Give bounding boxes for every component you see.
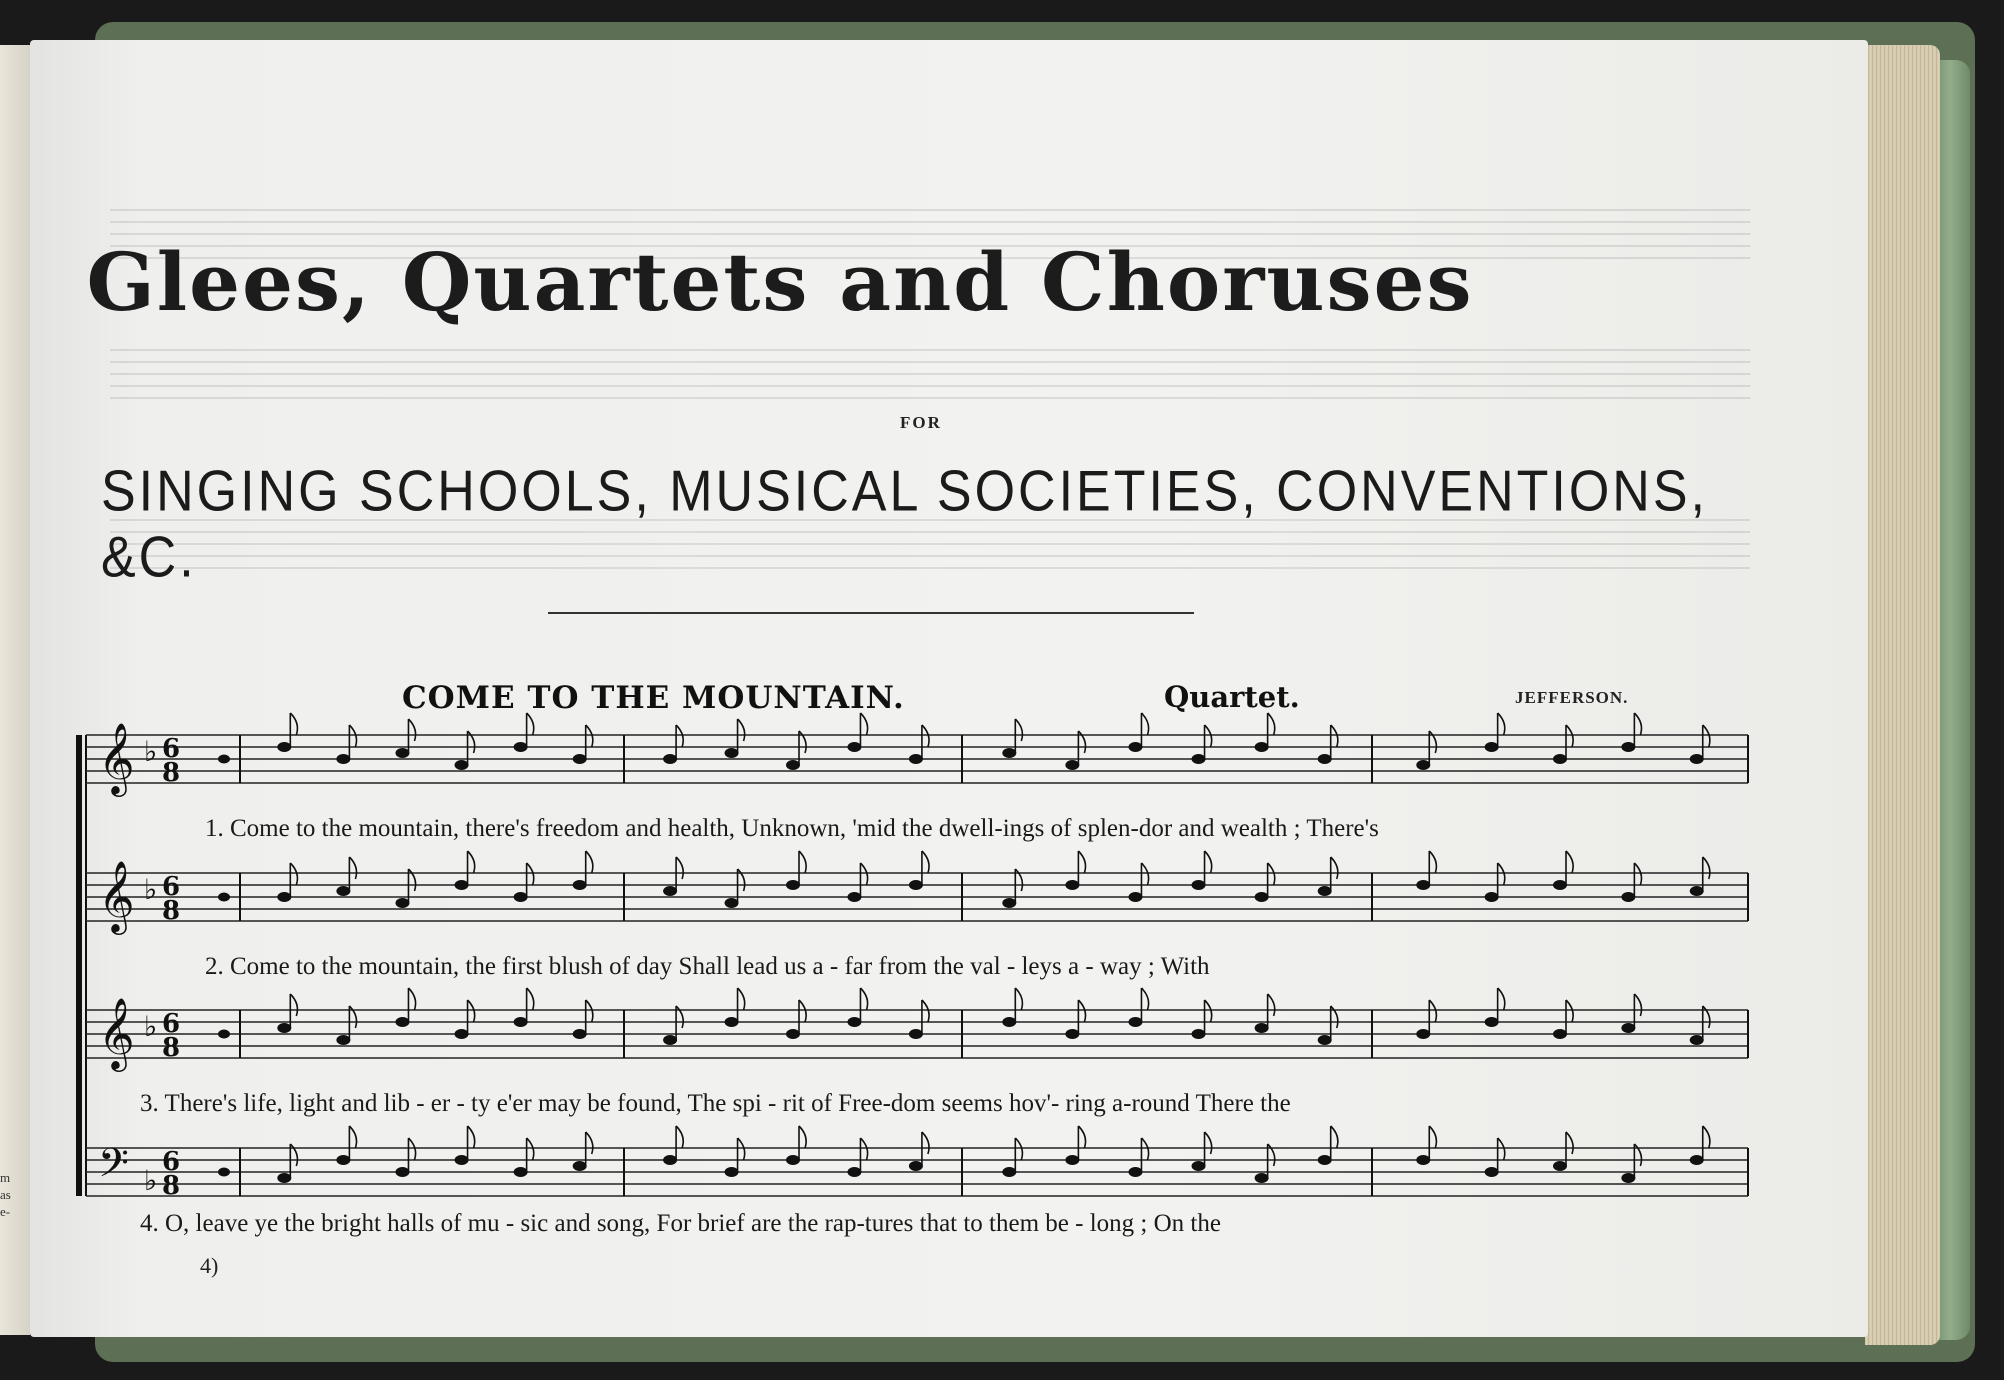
note-head (277, 892, 291, 902)
song-type: Quartet. (1164, 680, 1300, 714)
time-signature-bottom: 8 (162, 1171, 181, 1201)
note-head (1065, 1029, 1079, 1039)
note-head (395, 1017, 409, 1027)
verse-line-4: 4. O, leave ye the bright halls of mu - sic and song, For brief are the rap-tures that to them be - long ; On the (140, 1210, 1221, 1237)
note-head (336, 1035, 350, 1045)
note-head (514, 892, 528, 902)
for-line: FOR (900, 413, 942, 432)
note-head (1255, 742, 1269, 752)
treble-clef-icon: 𝄞 (98, 859, 135, 932)
note-head (1553, 1161, 1567, 1171)
note-flag (860, 863, 867, 885)
note-head (1128, 742, 1142, 752)
note-head (1690, 1035, 1704, 1045)
note-head (1553, 754, 1567, 764)
note-head (1621, 1173, 1635, 1183)
note-flag (1429, 1000, 1436, 1022)
note-head (909, 880, 923, 890)
note-flag (1268, 863, 1275, 885)
verse-line-1: 1. Come to the mountain, there's freedom and health, Unknown, 'mid the dwell-ings of splen-dor and wealth ; There's (205, 815, 1379, 842)
treble-clef-icon: 𝄞 (98, 721, 135, 794)
note-flag (799, 1000, 806, 1022)
time-signature-bottom: 8 (162, 758, 181, 788)
note-flag (738, 719, 745, 741)
note-flag (527, 713, 534, 735)
note-head (725, 1167, 739, 1177)
note-head (395, 1167, 409, 1177)
note-flag (1205, 1132, 1212, 1154)
note-flag (586, 851, 593, 873)
note-flag (1078, 1000, 1085, 1022)
note-flag (527, 988, 534, 1010)
note-head (1318, 1035, 1332, 1045)
note-flag (349, 857, 356, 879)
note-flag (1141, 863, 1148, 885)
note-head (1416, 880, 1430, 890)
note-flag (676, 857, 683, 879)
note-flag (1015, 719, 1022, 741)
key-flat-icon: ♭ (144, 1010, 158, 1043)
note-head (909, 1029, 923, 1039)
note-head (725, 898, 739, 908)
note-head (786, 880, 800, 890)
note-flag (1703, 1126, 1710, 1148)
note-flag (1429, 1126, 1436, 1148)
note-flag (1498, 1138, 1505, 1160)
note-head (218, 1030, 230, 1039)
note-flag (1205, 851, 1212, 873)
note-flag (1205, 1000, 1212, 1022)
verse-line-3: 3. There's life, light and lib - er - ty e'er may be found, The spi - rit of Free-dom seems hov'- ring a-round There the (140, 1090, 1291, 1117)
note-flag (349, 725, 356, 747)
note-head (455, 1155, 469, 1165)
time-signature-bottom: 8 (162, 1033, 181, 1063)
note-head (514, 1017, 528, 1027)
note-flag (408, 988, 415, 1010)
note-head (1485, 1017, 1499, 1027)
note-head (725, 1017, 739, 1027)
time-signature-top: 6 (162, 872, 181, 902)
song-title: COME TO THE MOUNTAIN. (402, 680, 905, 716)
note-head (1621, 892, 1635, 902)
bass-clef-icon: 𝄢 (98, 1140, 129, 1196)
note-flag (290, 863, 297, 885)
note-flag (468, 1126, 475, 1148)
note-flag (1566, 725, 1573, 747)
note-head (1485, 1167, 1499, 1177)
note-flag (676, 725, 683, 747)
note-head (1690, 886, 1704, 896)
note-head (395, 748, 409, 758)
note-flag (1015, 988, 1022, 1010)
page-number: 4) (200, 1253, 219, 1278)
note-head (218, 755, 230, 764)
note-head (1065, 880, 1079, 890)
note-flag (586, 1000, 593, 1022)
note-head (218, 1168, 230, 1177)
note-flag (799, 851, 806, 873)
note-flag (1331, 1126, 1338, 1148)
note-flag (586, 725, 593, 747)
note-flag (860, 1138, 867, 1160)
note-head (1485, 742, 1499, 752)
song-composer: JEFFERSON. (1515, 688, 1629, 707)
note-head (573, 1029, 587, 1039)
note-head (1690, 1155, 1704, 1165)
note-head (277, 1023, 291, 1033)
note-flag (922, 1000, 929, 1022)
note-head (336, 754, 350, 764)
note-flag (1078, 1126, 1085, 1148)
book-subtitle: SINGING SCHOOLS, MUSICAL SOCIETIES, CONVENTIONS, &C. (101, 460, 1708, 590)
note-head (1192, 880, 1206, 890)
treble-clef-icon: 𝄞 (98, 996, 135, 1069)
note-head (847, 742, 861, 752)
note-flag (1634, 863, 1641, 885)
time-signature-top: 6 (162, 1147, 181, 1177)
note-flag (1566, 1000, 1573, 1022)
note-head (1255, 1173, 1269, 1183)
note-flag (676, 1126, 683, 1148)
note-head (847, 892, 861, 902)
note-flag (1498, 863, 1505, 885)
note-flag (290, 713, 297, 735)
note-flag (922, 1132, 929, 1154)
note-head (277, 742, 291, 752)
note-head (663, 754, 677, 764)
note-head (1002, 748, 1016, 758)
note-head (1128, 1167, 1142, 1177)
note-head (514, 1167, 528, 1177)
note-head (847, 1017, 861, 1027)
note-head (1416, 760, 1430, 770)
note-head (786, 760, 800, 770)
note-head (909, 1161, 923, 1171)
note-flag (468, 1000, 475, 1022)
time-signature-top: 6 (162, 1009, 181, 1039)
time-signature-bottom: 8 (162, 896, 181, 926)
note-head (1065, 760, 1079, 770)
note-head (1416, 1155, 1430, 1165)
note-head (725, 748, 739, 758)
verse-line-2: 2. Come to the mountain, the first blush of day Shall lead us a - far from the val - leys a - way ; With (205, 953, 1210, 980)
note-head (336, 1155, 350, 1165)
note-head (573, 880, 587, 890)
note-flag (1141, 1138, 1148, 1160)
note-flag (1703, 725, 1710, 747)
note-flag (1498, 713, 1505, 735)
note-flag (1205, 725, 1212, 747)
note-head (1621, 742, 1635, 752)
note-flag (468, 851, 475, 873)
note-head (1192, 1029, 1206, 1039)
note-head (1553, 880, 1567, 890)
note-flag (1566, 1132, 1573, 1154)
note-flag (527, 863, 534, 885)
note-head (336, 886, 350, 896)
note-flag (408, 1138, 415, 1160)
note-head (395, 898, 409, 908)
note-head (1128, 892, 1142, 902)
note-head (1255, 1023, 1269, 1033)
note-head (1192, 754, 1206, 764)
note-flag (349, 1126, 356, 1148)
note-flag (290, 994, 297, 1016)
note-head (786, 1155, 800, 1165)
note-head (1128, 1017, 1142, 1027)
note-flag (922, 725, 929, 747)
key-flat-icon: ♭ (144, 1164, 158, 1197)
note-flag (1268, 994, 1275, 1016)
note-head (663, 1155, 677, 1165)
note-head (1318, 1155, 1332, 1165)
note-head (663, 886, 677, 896)
note-flag (1268, 713, 1275, 735)
note-flag (860, 988, 867, 1010)
note-flag (586, 1132, 593, 1154)
note-head (847, 1167, 861, 1177)
note-flag (1429, 851, 1436, 873)
book-heading: Glees, Quartets and Choruses (86, 235, 1474, 329)
note-flag (1331, 725, 1338, 747)
note-flag (799, 1126, 806, 1148)
note-head (573, 1161, 587, 1171)
system-bracket (76, 735, 82, 1196)
note-head (1255, 892, 1269, 902)
note-head (1002, 898, 1016, 908)
key-flat-icon: ♭ (144, 873, 158, 906)
note-head (514, 742, 528, 752)
key-flat-icon: ♭ (144, 735, 158, 768)
note-flag (860, 713, 867, 735)
note-head (909, 754, 923, 764)
note-flag (1141, 713, 1148, 735)
note-flag (408, 719, 415, 741)
note-flag (527, 1138, 534, 1160)
facing-page-fragment: e- (0, 1204, 11, 1219)
note-head (1621, 1023, 1635, 1033)
note-head (1318, 886, 1332, 896)
note-head (1553, 1029, 1567, 1039)
note-head (786, 1029, 800, 1039)
note-head (573, 754, 587, 764)
note-flag (1634, 994, 1641, 1016)
note-head (663, 1035, 677, 1045)
note-head (1002, 1167, 1016, 1177)
note-head (455, 1029, 469, 1039)
facing-page-fragment: m (0, 1170, 11, 1185)
note-flag (1498, 988, 1505, 1010)
note-flag (1566, 851, 1573, 873)
note-head (1065, 1155, 1079, 1165)
note-flag (1331, 857, 1338, 879)
note-head (1485, 892, 1499, 902)
note-flag (1634, 713, 1641, 735)
note-flag (738, 1138, 745, 1160)
note-head (218, 893, 230, 902)
note-head (1416, 1029, 1430, 1039)
note-head (1318, 754, 1332, 764)
facing-page-fragment: as (0, 1187, 11, 1202)
note-flag (922, 851, 929, 873)
note-flag (1141, 988, 1148, 1010)
note-head (277, 1173, 291, 1183)
note-head (1690, 754, 1704, 764)
note-head (1192, 1161, 1206, 1171)
note-flag (738, 988, 745, 1010)
note-head (1002, 1017, 1016, 1027)
note-flag (1703, 857, 1710, 879)
note-head (455, 760, 469, 770)
note-head (455, 880, 469, 890)
time-signature-top: 6 (162, 734, 181, 764)
note-flag (1078, 851, 1085, 873)
note-flag (1015, 1138, 1022, 1160)
